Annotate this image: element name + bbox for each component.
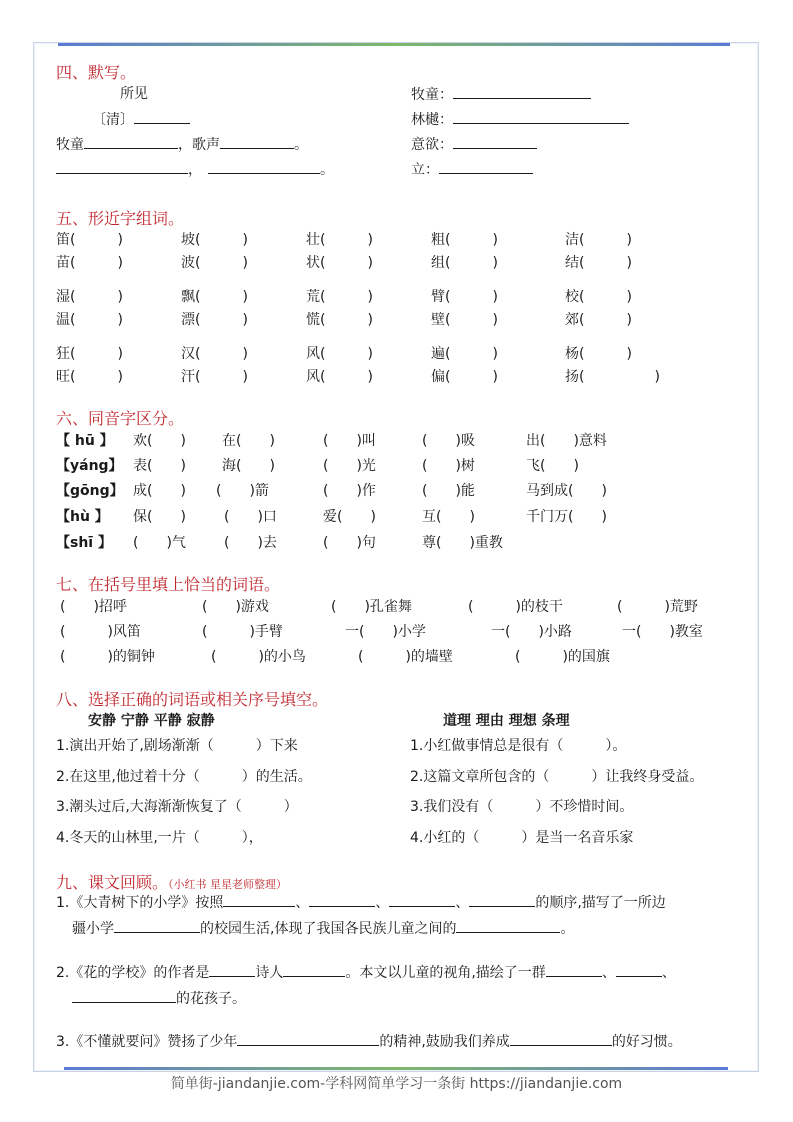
poem-dynasty: 〔清〕 <box>92 112 134 128</box>
pinyin-label: 【 hū 】 <box>56 433 114 449</box>
word-blank-2[interactable] <box>453 109 629 124</box>
similar-char-item[interactable]: 飘( ) <box>181 289 248 305</box>
homophone-item[interactable]: 成( ) <box>133 483 186 499</box>
review-q3: 3.《不懂就要问》赞扬了少年 的精神,鼓励我们养成 的好习惯。 <box>56 1031 682 1051</box>
choose-sentence-left[interactable]: 3.潮头过后,大海渐渐恢复了（ ） <box>56 799 298 815</box>
homophone-item[interactable]: 在( ) <box>222 433 275 449</box>
homophone-item[interactable]: 欢( ) <box>133 433 186 449</box>
word-bank-right: 道理 理由 理想 条理 <box>443 713 570 729</box>
choose-sentence-left[interactable]: 1.演出开始了,剧场渐渐（ ）下来 <box>56 738 298 754</box>
q3-blank-2[interactable] <box>510 1031 612 1046</box>
section7-title: 七、在括号里填上恰当的词语。 <box>56 575 281 594</box>
similar-char-item[interactable]: 遍( ) <box>431 346 498 362</box>
homophone-item[interactable]: 爱( ) <box>323 509 376 525</box>
similar-char-item[interactable]: 汉( ) <box>181 346 248 362</box>
similar-char-item[interactable]: 湿( ) <box>56 289 123 305</box>
poem-line2-b: 。 <box>320 162 334 178</box>
homophone-item[interactable]: 海( ) <box>222 458 275 474</box>
poem-blank-3[interactable] <box>56 159 188 174</box>
q1-blank-4[interactable] <box>469 892 535 907</box>
similar-char-item[interactable]: 风( ) <box>306 346 373 362</box>
choose-sentence-left[interactable]: 2.在这里,他过着十分（ ）的生活。 <box>56 769 312 785</box>
q1-blank-5[interactable] <box>114 918 200 933</box>
word-explain-2: 林樾： <box>411 109 629 129</box>
choose-sentence-right[interactable]: 4.小红的（ ）是当一名音乐家 <box>410 830 634 846</box>
homophone-item[interactable]: ( )吸 <box>422 433 475 449</box>
q1-blank-1[interactable] <box>223 892 295 907</box>
similar-char-item[interactable]: 坡( ) <box>181 232 248 248</box>
similar-char-item[interactable]: 洁( ) <box>565 232 632 248</box>
word-blank-3[interactable] <box>453 134 537 149</box>
section4-title: 四、默写。 <box>56 63 137 82</box>
fill-word-item[interactable]: ( )孔雀舞 <box>331 599 412 615</box>
q2-blank-4[interactable] <box>616 962 662 977</box>
fill-word-item[interactable]: ( )的小鸟 <box>211 649 306 665</box>
similar-char-item[interactable]: 温( ) <box>56 312 123 328</box>
top-decor-line <box>58 43 730 46</box>
word-bank-left: 安静 宁静 平静 寂静 <box>88 713 215 729</box>
review-q2-line1: 2.《花的学校》的作者是 诗人 。本文以儿童的视角,描绘了一群 、 、 <box>56 962 676 982</box>
homophone-item[interactable]: 千门万( ) <box>526 509 607 525</box>
poem-blank-2[interactable] <box>220 134 294 149</box>
homophone-item[interactable]: ( )叫 <box>323 433 376 449</box>
similar-char-item[interactable]: 旺( ) <box>56 369 123 385</box>
similar-char-item[interactable]: 校( ) <box>565 289 632 305</box>
fill-word-item[interactable]: ( )的枝干 <box>468 599 563 615</box>
similar-char-item[interactable]: 结( ) <box>565 255 632 271</box>
homophone-item[interactable]: ( )句 <box>323 535 376 551</box>
homophone-item[interactable]: ( )去 <box>224 535 277 551</box>
word-blank-4[interactable] <box>439 159 533 174</box>
poem-line1-b: ，歌声 <box>178 137 220 153</box>
homophone-item[interactable]: 飞( ) <box>526 458 579 474</box>
q2-blank-2[interactable] <box>283 962 345 977</box>
similar-char-item[interactable]: 风( ) <box>306 369 373 385</box>
word-blank-1[interactable] <box>453 84 591 99</box>
section9-title <box>56 870 287 893</box>
section8-title: 八、选择正确的词语或相关序号填空。 <box>56 690 329 709</box>
word-explain-4: 立： <box>411 159 533 179</box>
section6-title: 六、同音字区分。 <box>56 409 185 428</box>
pinyin-label: 【shī 】 <box>56 535 112 551</box>
homophone-item[interactable]: 保( ) <box>133 509 186 525</box>
similar-char-item[interactable]: 郊( ) <box>565 312 632 328</box>
choose-sentence-right[interactable]: 1.小红做事情总是很有（ ）。 <box>410 738 627 754</box>
similar-char-item[interactable]: 狂( ) <box>56 346 123 362</box>
fill-word-item[interactable]: ( )风笛 <box>60 624 141 640</box>
fill-word-item[interactable]: ( )的墙壁 <box>358 649 453 665</box>
q1-blank-3[interactable] <box>389 892 455 907</box>
homophone-item[interactable]: ( )气 <box>133 535 186 551</box>
fill-word-item[interactable]: ( )的铜钟 <box>60 649 155 665</box>
q2-blank-1[interactable] <box>209 962 255 977</box>
fill-word-item[interactable]: ( )游戏 <box>202 599 269 615</box>
pinyin-label: 【yáng】 <box>56 458 123 474</box>
similar-char-item[interactable]: 扬( ) <box>565 369 660 385</box>
similar-char-item[interactable]: 汗( ) <box>181 369 248 385</box>
section9-note: （小红书 星星老师整理） <box>168 878 288 891</box>
q1-blank-2[interactable] <box>309 892 375 907</box>
similar-char-item[interactable]: 慌( ) <box>306 312 373 328</box>
q2-blank-5[interactable] <box>72 988 176 1003</box>
review-q1-line2: 疆小学 的校园生活,体现了我国各民族儿童之间的 。 <box>72 918 574 938</box>
section5-title: 五、形近字组词。 <box>56 209 185 228</box>
homophone-item[interactable]: ( )树 <box>422 458 475 474</box>
similar-char-item[interactable]: 组( ) <box>431 255 498 271</box>
similar-char-item[interactable]: 苗( ) <box>56 255 123 271</box>
similar-char-item[interactable]: 偏( ) <box>431 369 498 385</box>
similar-char-item[interactable]: 粗( ) <box>431 232 498 248</box>
fill-word-item[interactable]: ( )手臂 <box>202 624 283 640</box>
bottom-decor-line <box>64 1067 728 1070</box>
homophone-item[interactable]: ( )能 <box>422 483 475 499</box>
homophone-item[interactable]: 互( ) <box>422 509 475 525</box>
fill-word-item[interactable]: ( )的国旗 <box>515 649 610 665</box>
review-q1-line1: 1.《大青树下的小学》按照 、 、 、 的顺序,描写了一所边 <box>56 892 666 912</box>
word-explain-3: 意欲： <box>411 134 537 154</box>
pinyin-label: 【hù 】 <box>56 509 109 525</box>
q1-blank-6[interactable] <box>456 918 560 933</box>
similar-char-item[interactable]: 壁( ) <box>431 312 498 328</box>
poem-line1 <box>56 134 308 154</box>
poem-title: 所见 <box>120 86 148 102</box>
poem-author-line <box>92 109 190 129</box>
fill-word-item[interactable]: 一( )教室 <box>622 624 703 640</box>
word-explain-1: 牧童： <box>411 84 591 104</box>
similar-char-item[interactable]: 波( ) <box>181 255 248 271</box>
poem-line2-a: ， <box>188 162 202 178</box>
q3-blank-1[interactable] <box>237 1031 379 1046</box>
homophone-item[interactable]: ( )作 <box>323 483 376 499</box>
poem-line2 <box>56 159 334 179</box>
similar-char-item[interactable]: 状( ) <box>306 255 373 271</box>
choose-sentence-left[interactable]: 4.冬天的山林里,一片（ ）， <box>56 830 263 846</box>
similar-char-item[interactable]: 笛( ) <box>56 232 123 248</box>
choose-sentence-right[interactable]: 2.这篇文章所包含的（ ）让我终身受益。 <box>410 769 704 785</box>
similar-char-item[interactable]: 荒( ) <box>306 289 373 305</box>
pinyin-label: 【gōng】 <box>56 483 124 499</box>
fill-word-item[interactable]: 一( )小路 <box>491 624 572 640</box>
homophone-item[interactable]: 出( )意料 <box>526 433 607 449</box>
poem-blank-1[interactable] <box>84 134 178 149</box>
section9-title-text: 九、课文回顾。 <box>56 873 169 892</box>
homophone-item[interactable]: ( )箭 <box>216 483 269 499</box>
q2-blank-3[interactable] <box>546 962 602 977</box>
review-q2-line2: 的花孩子。 <box>72 988 246 1008</box>
author-blank[interactable] <box>134 109 190 124</box>
poem-line1-c: 。 <box>294 137 308 153</box>
poem-blank-4[interactable] <box>208 159 320 174</box>
fill-word-item[interactable]: 一( )小学 <box>345 624 426 640</box>
similar-char-item[interactable]: 漂( ) <box>181 312 248 328</box>
choose-sentence-right[interactable]: 3.我们没有（ ）不珍惜时间。 <box>410 799 634 815</box>
fill-word-item[interactable]: ( )荒野 <box>617 599 698 615</box>
poem-line1-a: 牧童 <box>56 137 84 153</box>
fill-word-item[interactable]: ( )招呼 <box>60 599 127 615</box>
homophone-item[interactable]: ( )光 <box>323 458 376 474</box>
similar-char-item[interactable]: 杨( ) <box>565 346 632 362</box>
similar-char-item[interactable]: 壮( ) <box>306 232 373 248</box>
homophone-item[interactable]: 表( ) <box>133 458 186 474</box>
similar-char-item[interactable]: 臂( ) <box>431 289 498 305</box>
homophone-item[interactable]: 马到成( ) <box>526 483 607 499</box>
homophone-item[interactable]: 尊( )重教 <box>422 535 503 551</box>
homophone-item[interactable]: ( )口 <box>224 509 277 525</box>
footer-watermark: 简单街-jiandanjie.com-学科网简单学习一条街 https://jiandanjie.com <box>170 1076 623 1092</box>
